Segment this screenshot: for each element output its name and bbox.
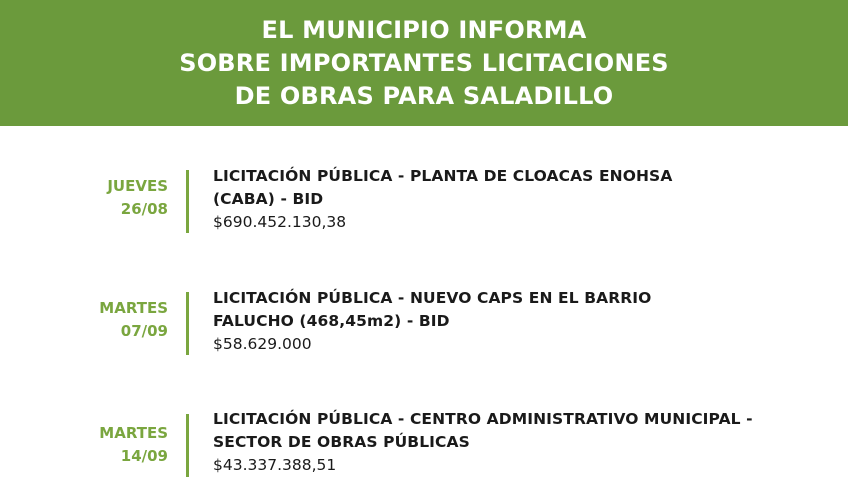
entry-divider xyxy=(186,414,189,477)
entry-title-line-2: SECTOR DE OBRAS PÚBLICAS xyxy=(213,433,470,451)
entry-date xyxy=(99,297,168,343)
entry-title-line-2: (CABA) - BID xyxy=(213,190,324,208)
header-banner xyxy=(0,0,848,126)
header-line-3: DE OBRAS PARA SALADILLO xyxy=(234,81,614,110)
entry-details xyxy=(213,408,843,477)
tender-entry-2 xyxy=(0,287,848,367)
entry-amount: $43.337.388,51 xyxy=(213,456,337,474)
header-line-2: SOBRE IMPORTANTES LICITACIONES xyxy=(179,48,669,77)
entry-details xyxy=(213,165,843,234)
entry-title-line-1: LICITACIÓN PÚBLICA - PLANTA DE CLOACAS ENOHSA xyxy=(213,167,673,185)
entry-amount: $58.629.000 xyxy=(213,335,312,353)
tender-entry-3 xyxy=(0,408,848,488)
entry-title-line-1: LICITACIÓN PÚBLICA - CENTRO ADMINISTRATIVO MUNICIPAL - xyxy=(213,410,753,428)
entry-date xyxy=(99,422,168,468)
entry-date xyxy=(107,175,168,221)
entry-date-value: 14/09 xyxy=(120,447,168,465)
entry-day: MARTES xyxy=(99,424,168,442)
entry-day: JUEVES xyxy=(107,177,168,195)
entry-date-value: 07/09 xyxy=(120,322,168,340)
entry-day: MARTES xyxy=(99,299,168,317)
entry-divider xyxy=(186,292,189,355)
entry-title-line-2: FALUCHO (468,45m2) - BID xyxy=(213,312,450,330)
entry-divider xyxy=(186,170,189,233)
entry-details xyxy=(213,287,843,356)
entry-amount: $690.452.130,38 xyxy=(213,213,347,231)
tender-entry-1 xyxy=(0,165,848,245)
entry-date-value: 26/08 xyxy=(120,200,168,218)
header-line-1: EL MUNICIPIO INFORMA xyxy=(261,15,587,44)
entry-title-line-1: LICITACIÓN PÚBLICA - NUEVO CAPS EN EL BARRIO xyxy=(213,289,652,307)
